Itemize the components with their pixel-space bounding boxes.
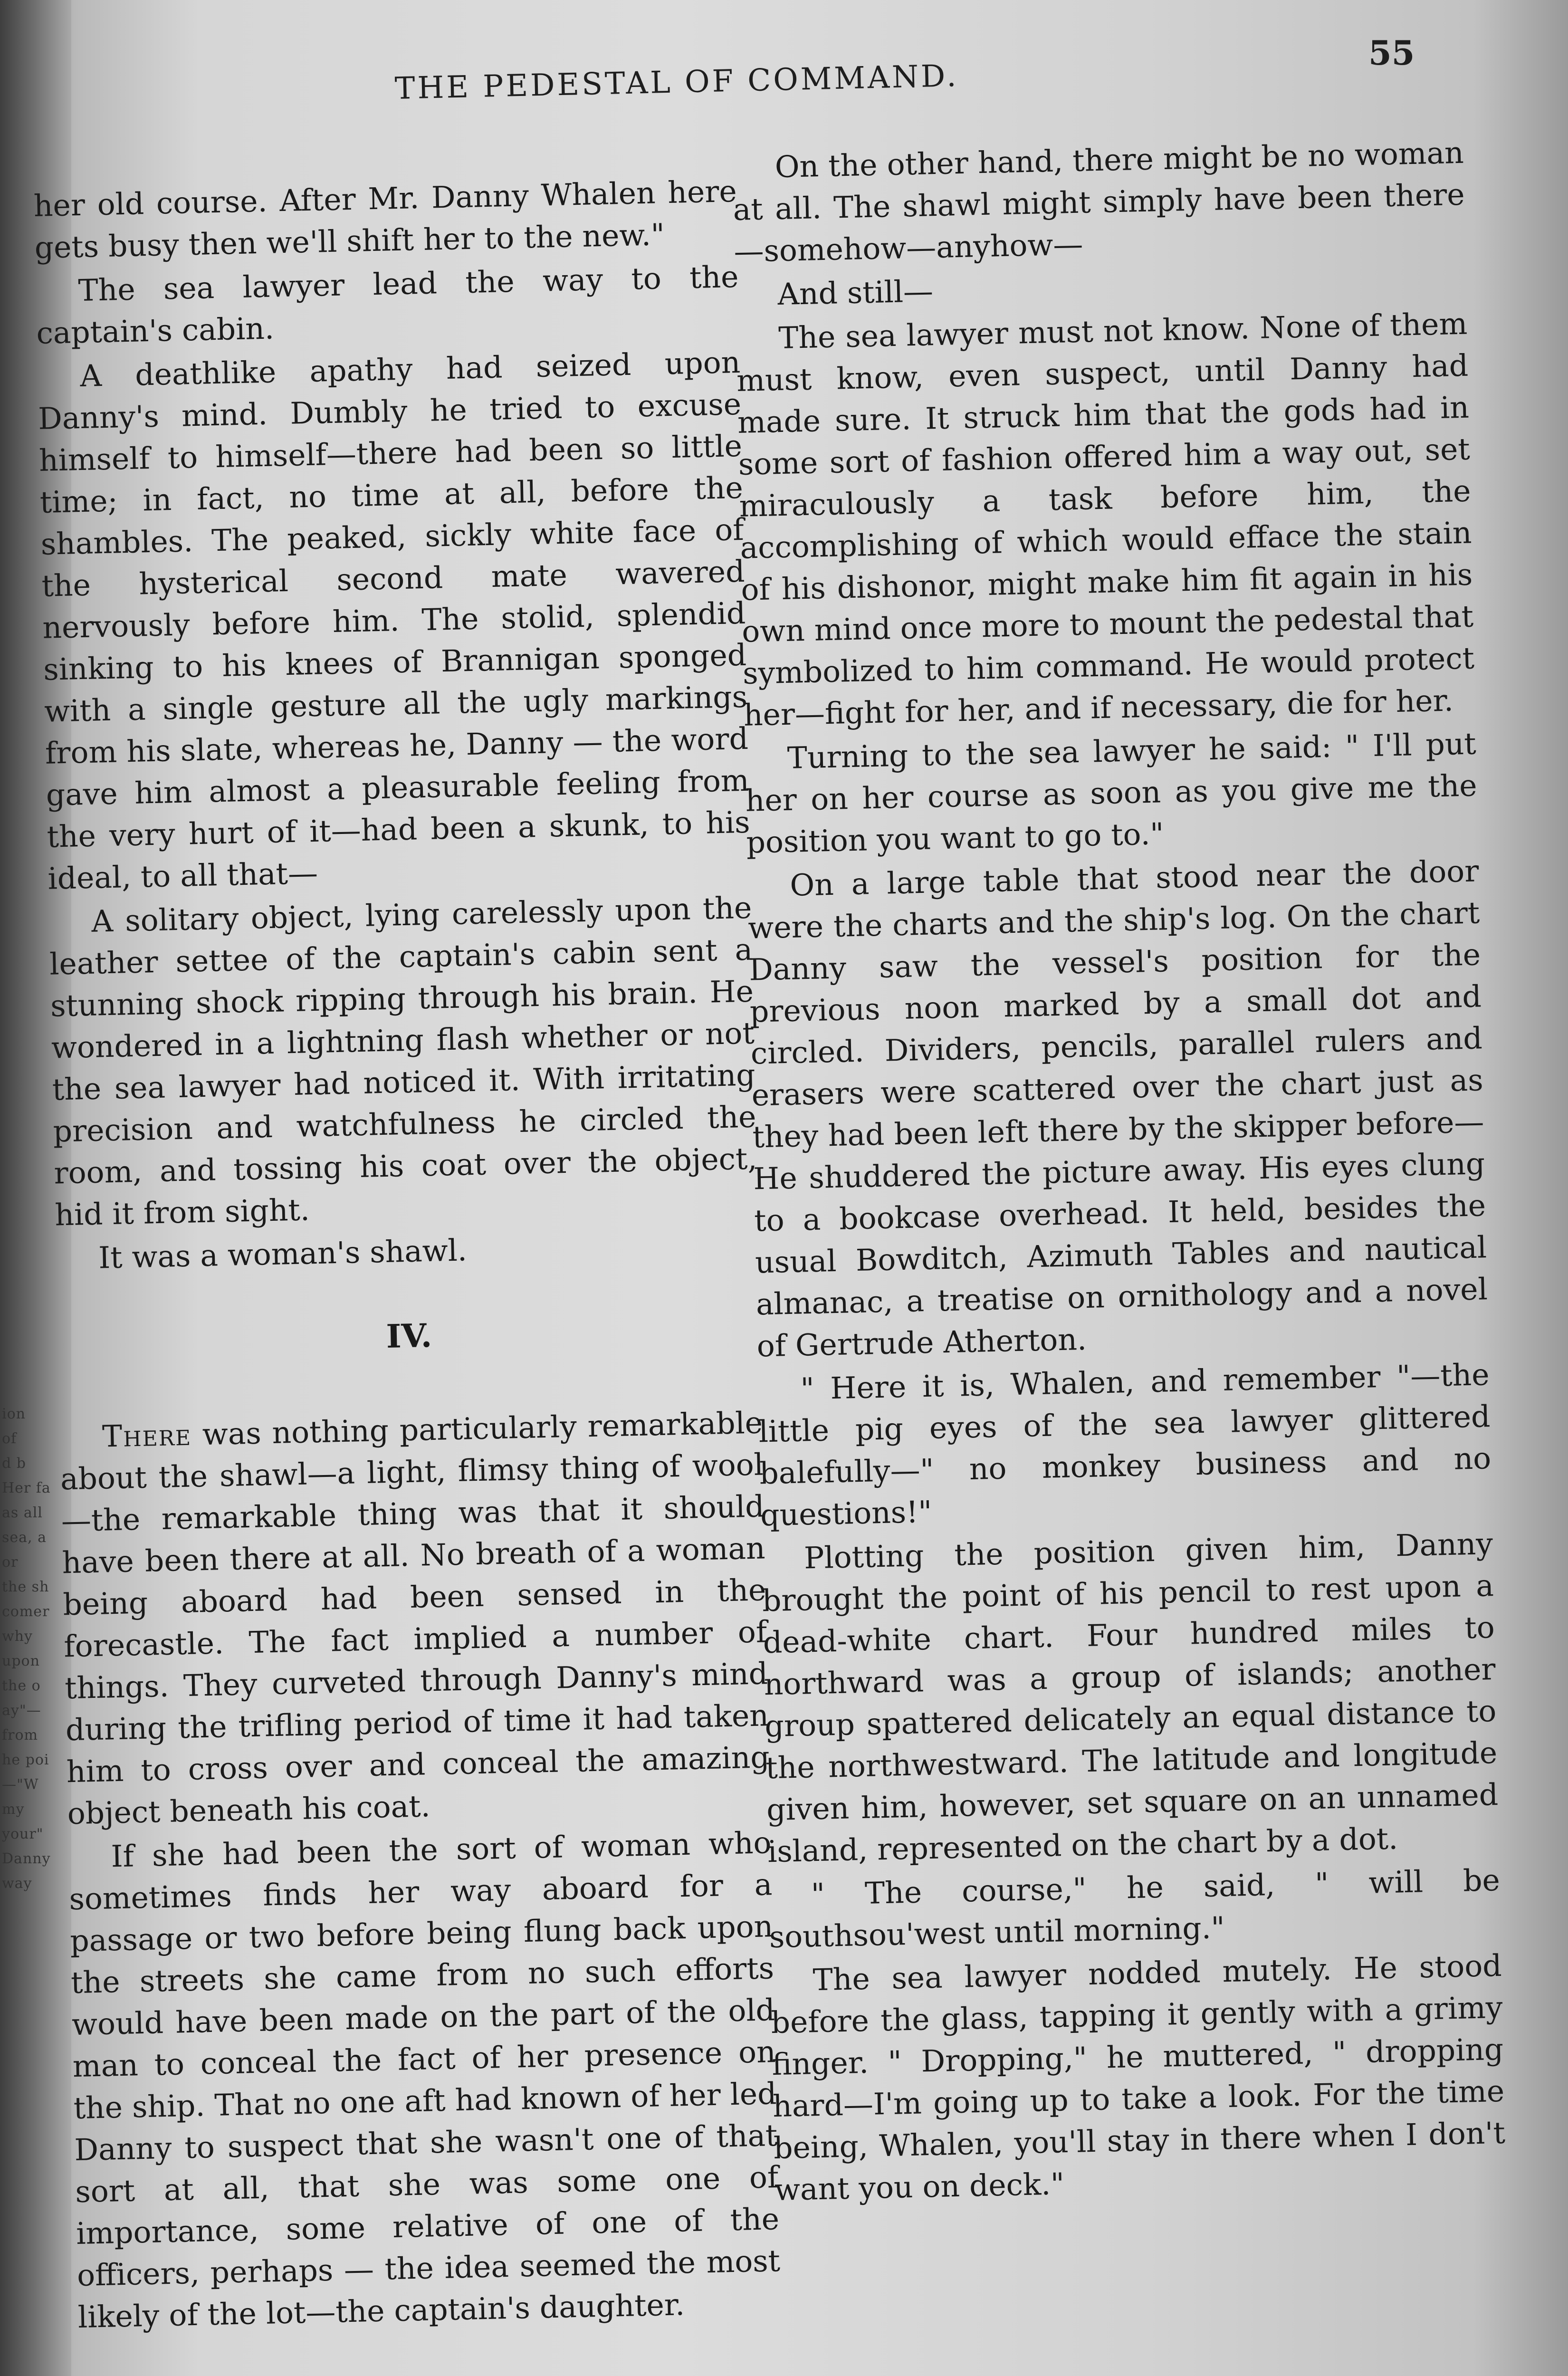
paragraph: A solitary object, lying carelessly upon the leather settee of the captain's cabin sent a stunning shock ripping through his brain. He wondered in a lightning flash whether or not the sea lawyer had noticed it. With irritating precision and watchfulness he circled the room, and tossing his coat over the object, hid it from sight.	[49, 890, 757, 1233]
left-column	[33, 171, 782, 2340]
paragraph: On a large table that stood near the door were the charts and the ship's log. On the chart Danny saw the vessel's position for the previous noon marked by a small dot and circled. Dividers, pencils, parallel rulers and erasers were scattered over the chart just as they had been left there by the skipper before— He shuddered the picture away. His eyes clung to a bookcase overhead. It held, besides the usual Bowditch, Azimuth Tables and nautical almanac, a treatise on ornithology and a novel of Gertrude Atherton.	[747, 853, 1488, 1364]
paragraph: A deathlike apathy had seized upon Danny's mind. Dumbly he tried to excuse himself to himself—there had been so little time; in fact, no time at all, before the shambles. The peaked, sickly white face of the hysterical second mate wavered nervously before him. The stolid, splendid sinking to his knees of Brannigan sponged with a single gesture all the ugly markings from his slate, whereas he, Danny — the word gave him almost a pleasurable feeling from the very hurt of it—had been a skunk, to his ideal, to all that—	[38, 345, 751, 896]
section-first-paragraph	[59, 1402, 771, 1835]
paragraph: And still—	[777, 274, 934, 312]
paragraph: The sea lawyer must not know. None of them must know, even suspect, until Danny had made sure. It struck him that the gods had in some sort of fashion offered him a way out, set miraculously a task before him, the accomplishing of which would efface the stain of his dishonor, might make him fit again in his own mind once more to mount the pedestal that symbolized to him command. He would protect her—fight for her, and if necessary, die for her.	[736, 306, 1475, 733]
paragraph: " Here it is, Whalen, and remember "—the little pig eyes of the sea lawyer glittered balefully—" no monkey business and no questions!"	[758, 1357, 1492, 1533]
paragraph: If she had been the sort of woman who sometimes finds her way aboard for a passage or two before being flung back upon the streets she came from no such efforts would have been made on the part of the old man to conceal the fact of her presence on the ship. That no one aft had known of her led Danny to suspect that she wasn't one of that sort at all, that she was some one of importance, some relative of one of the officers, perhaps — the idea seemed the most likely of the lot—the captain's daughter.	[68, 1825, 781, 2335]
paragraph: The sea lawyer nodded mutely. He stood before the glass, tapping it gently with a grimy finger. " Dropping," he muttered, " dropping hard—I'm going up to take a look. For the time being, Whalen, you'll stay in there when I don't want you on deck."	[770, 1948, 1506, 2208]
paragraph: Plotting the position given him, Danny brought the point of his pencil to rest upon a dead-white chart. Four hundred miles to northward was a group of islands; another group spattered delicately an equal distance to the northwestward. The latitude and longitude given him, however, set square on an unnamed island, represented on the chart by a dot.	[762, 1526, 1499, 1869]
paragraph: Turning to the sea lawyer he said: " I'll put her on her course as soon as you give me the position you want to go to."	[745, 726, 1478, 860]
section-heading: IV.	[385, 1316, 432, 1356]
right-column	[732, 132, 1507, 2213]
paragraph: It was a woman's shawl.	[98, 1233, 468, 1275]
paragraph: " The course," he said, " will be southsou'west until morning."	[769, 1862, 1501, 1955]
facing-page-fragments: ion of d b Her fa as all sea, a or the sh comer why upon the o ay"— from he poi —"W my your" Danny way	[2, 1406, 51, 1892]
section-first-text: was nothing particularly remarkable about the shawl—a light, flimsy thing of wool—the remarkable thing was that it should have been there at all. No breath of a woman being aboard had been sensed in the forecastle. The fact implied a number of things. They curveted through Danny's mind during the trifling period of time it had taken him to cross over and conceal the amazing object beneath his coat.	[60, 1405, 770, 1831]
paragraph: The sea lawyer lead the way to the captain's cabin.	[36, 259, 739, 351]
paragraph: her old course. After Mr. Danny Whalen here gets busy then we'll shift her to the new."	[33, 174, 737, 265]
page-number: 55	[1368, 33, 1415, 73]
running-head: THE PEDESTAL OF COMMAND.	[394, 58, 959, 106]
section-first-word: There	[102, 1417, 192, 1454]
paragraph: On the other hand, there might be no woman at all. The shawl might simply have been there—somehow—anyhow—	[732, 135, 1465, 269]
